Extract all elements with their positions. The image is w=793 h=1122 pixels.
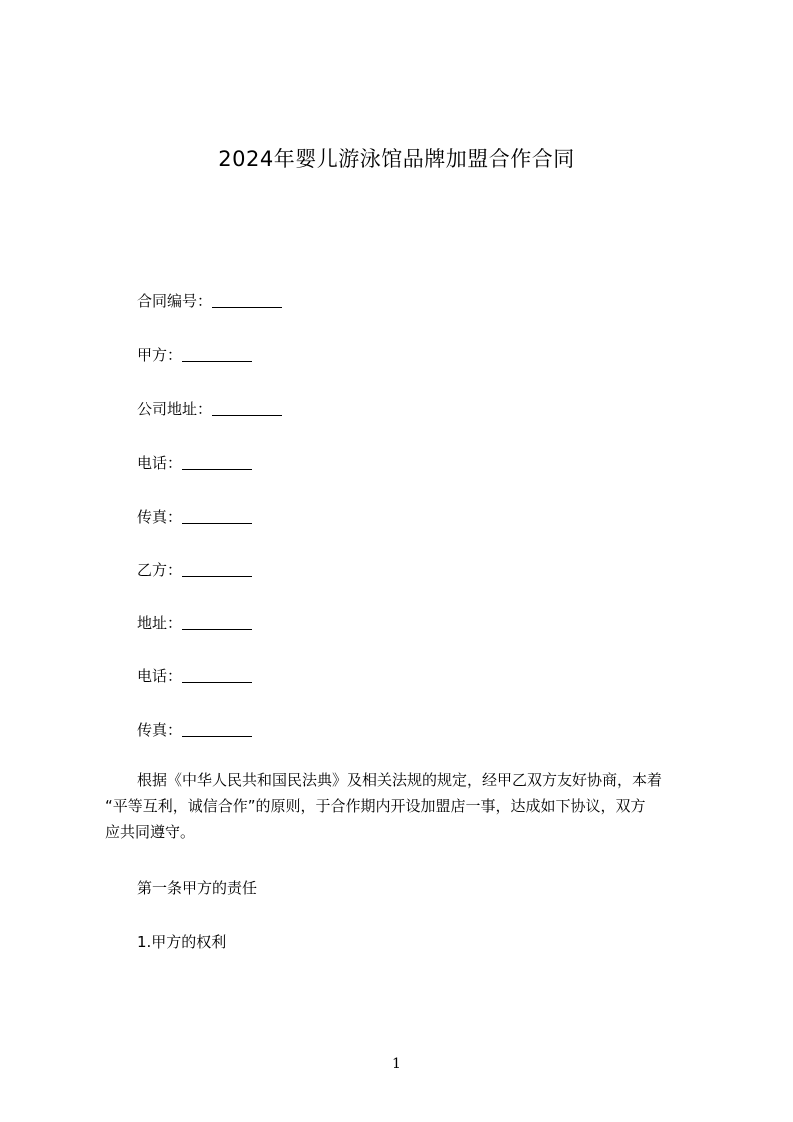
field-label: 合同编号：	[137, 292, 213, 310]
intro-paragraph	[105, 767, 705, 845]
paragraph-line: 根据《中华人民共和国民法典》及相关法规的规定，经甲乙双方友好协商，本着	[137, 771, 663, 789]
section-heading: 第一条甲方的责任	[137, 879, 258, 897]
field-party-b	[137, 560, 252, 580]
blank-line	[182, 666, 252, 683]
field-label: 地址：	[137, 614, 183, 632]
paragraph-line: “平等互利，诚信合作”的原则，于合作期内开设加盟店一事，达成如下协议，双方	[105, 797, 646, 815]
field-label: 电话：	[137, 454, 183, 472]
field-label: 电话：	[137, 667, 183, 685]
page-number: 1	[392, 1056, 401, 1072]
subsection-heading: 1.甲方的权利	[137, 933, 227, 951]
field-party-a	[137, 345, 252, 365]
field-fax-b	[137, 720, 252, 740]
field-phone-a	[137, 453, 252, 473]
blank-line	[182, 720, 252, 737]
field-fax-a	[137, 507, 252, 527]
field-label: 传真：	[137, 508, 183, 526]
blank-line	[182, 507, 252, 524]
field-label: 乙方：	[137, 561, 183, 579]
blank-line	[212, 399, 282, 416]
blank-line	[212, 291, 282, 308]
field-label: 甲方：	[137, 346, 183, 364]
document-title: 2024年婴儿游泳馆品牌加盟合作合同	[218, 147, 575, 171]
field-phone-b	[137, 666, 252, 686]
paragraph-line: 应共同遵守。	[105, 823, 196, 841]
blank-line	[182, 453, 252, 470]
field-label: 公司地址：	[137, 400, 213, 418]
field-company-address	[137, 399, 282, 419]
field-contract-number	[137, 291, 282, 311]
blank-line	[182, 613, 252, 630]
field-label: 传真：	[137, 721, 183, 739]
blank-line	[182, 345, 252, 362]
field-address-b	[137, 613, 252, 633]
blank-line	[182, 560, 252, 577]
